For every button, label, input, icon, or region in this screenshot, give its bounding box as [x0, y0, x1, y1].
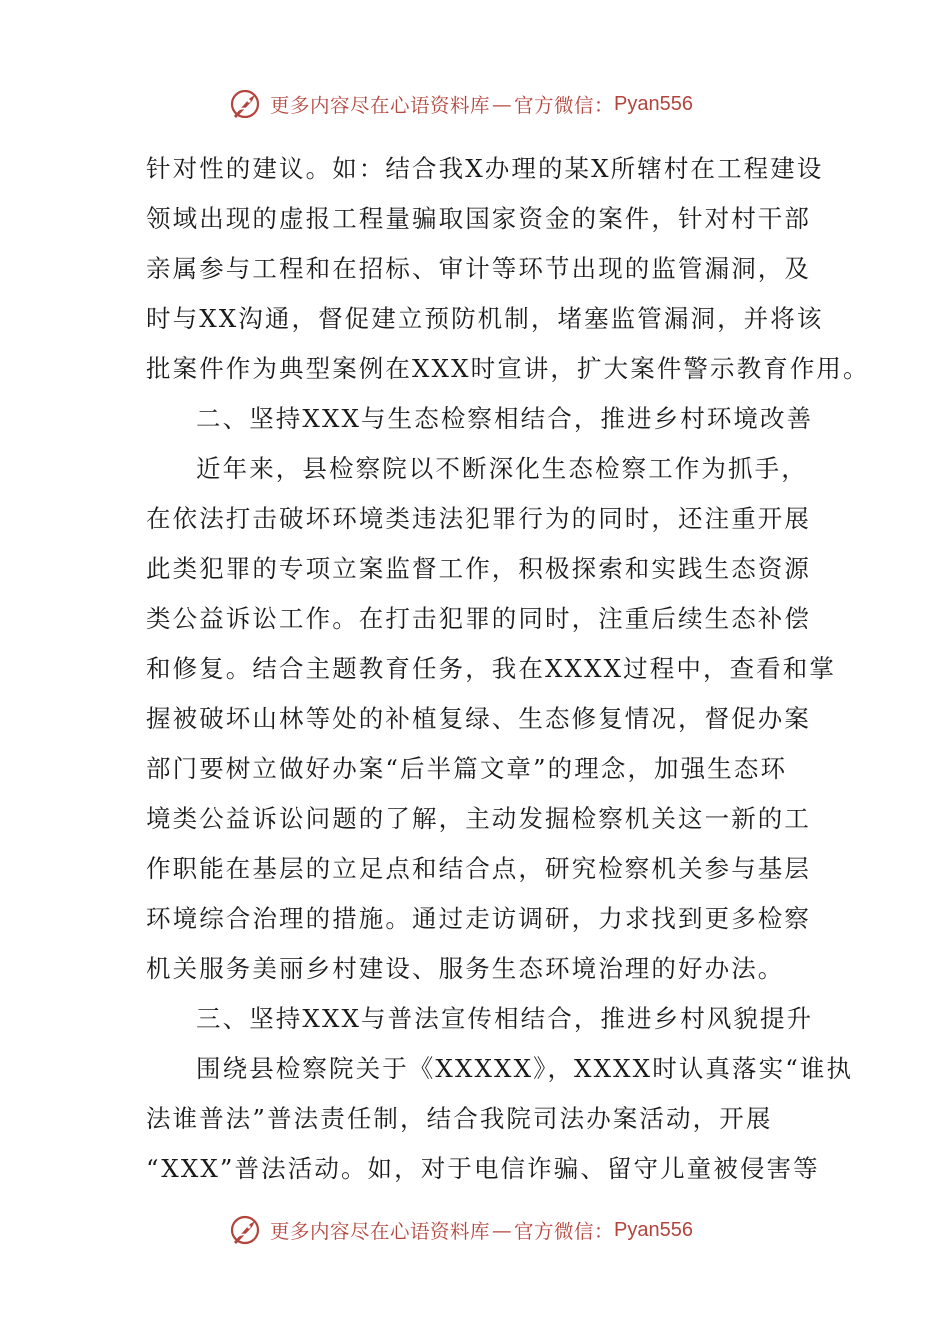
paragraph-line: “XXX”普法活动。如，对于电信诈骗、留守儿童被侵害等 — [146, 1154, 820, 1183]
paragraph-line: 机关服务美丽乡村建设、服务生态环境治理的好办法。 — [146, 954, 785, 983]
watermark-text: 更多内容尽在心语资料库 — [270, 94, 491, 117]
watermark-separator: — — [492, 1218, 513, 1242]
section-heading: 三、坚持XXX与普法宣传相结合，推进乡村风貌提升 — [196, 1004, 814, 1033]
paragraph-line: 法谁普法”普法责任制，结合我院司法办案活动，开展 — [146, 1104, 773, 1133]
paragraph-line: 握被破坏山林等处的补植复绿、生态修复情况，督促办案 — [146, 704, 811, 733]
footer-watermark — [228, 1208, 693, 1252]
paragraph-line: 亲属参与工程和在招标、审计等环节出现的监管漏洞，及 — [146, 254, 811, 283]
paragraph-line: 在依法打击破坏环境类违法犯罪行为的同时，还注重开展 — [146, 504, 811, 533]
paragraph-line: 针对性的建议。如：结合我X办理的某X所辖村在工程建设 — [146, 154, 824, 183]
pen-nib-logo-icon — [228, 1212, 264, 1248]
paragraph-line: 和修复。结合主题教育任务，我在XXXX过程中，查看和掌 — [146, 654, 836, 683]
paragraph-line: 近年来，县检察院以不断深化生态检察工作为抓手， — [196, 454, 808, 483]
paragraph-line: 境类公益诉讼问题的了解，主动发掘检察机关这一新的工 — [146, 804, 811, 833]
paragraph-line: 时与XX沟通，督促建立预防机制，堵塞监管漏洞，并将该 — [146, 304, 824, 333]
watermark-text: 更多内容尽在心语资料库 — [270, 1220, 491, 1243]
paragraph-line: 此类犯罪的专项立案监督工作，积极探索和实践生态资源 — [146, 554, 811, 583]
paragraph-line: 领域出现的虚报工程量骗取国家资金的案件，针对村干部 — [146, 204, 811, 233]
paragraph-line: 类公益诉讼工作。在打击犯罪的同时，注重后续生态补偿 — [146, 604, 811, 633]
watermark-id: Pyan556 — [614, 92, 693, 115]
watermark-id: Pyan556 — [614, 1218, 693, 1241]
watermark-separator: — — [492, 92, 513, 116]
paragraph-line: 环境综合治理的措施。通过走访调研，力求找到更多检察 — [146, 904, 811, 933]
paragraph-line: 作职能在基层的立足点和结合点，研究检察机关参与基层 — [146, 854, 811, 883]
paragraph-line: 批案件作为典型案例在XXX时宣讲，扩大案件警示教育作用。 — [146, 354, 870, 383]
watermark-label: 官方微信： — [514, 1220, 615, 1243]
watermark-label: 官方微信： — [514, 94, 615, 117]
section-heading: 二、坚持XXX与生态检察相结合，推进乡村环境改善 — [196, 404, 814, 433]
paragraph-line: 围绕县检察院关于《XXXXX》，XXXX时认真落实“谁执 — [196, 1054, 854, 1083]
paragraph-line: 部门要树立做好办案“后半篇文章”的理念，加强生态环 — [146, 754, 788, 783]
